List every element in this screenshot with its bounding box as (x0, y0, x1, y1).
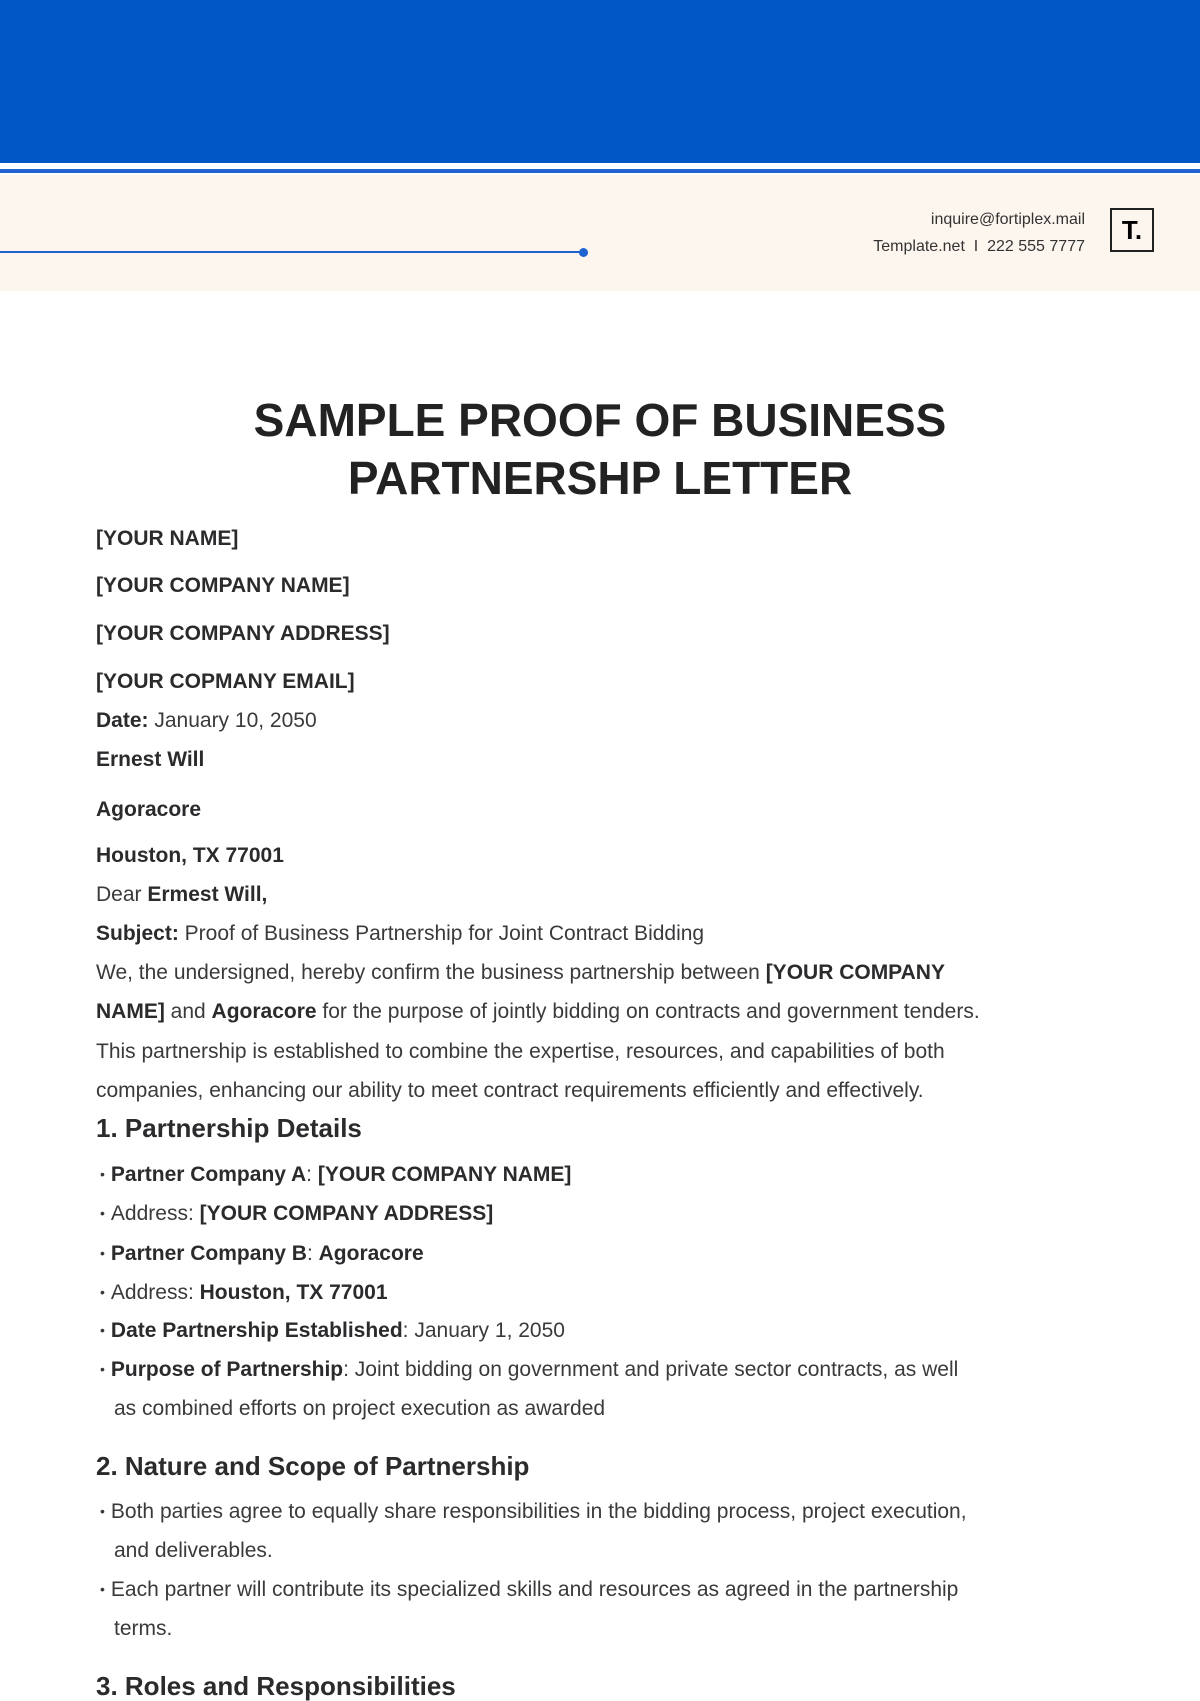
recipient-address: Houston, TX 77001 (96, 844, 284, 867)
list-item: • Partner Company B: Agoracore (100, 1241, 424, 1268)
template-logo: T. (1110, 208, 1154, 252)
intro-line-4: companies, enhancing our ability to meet contract requirements efficiently and effectively. (96, 1079, 924, 1102)
intro-line-1: We, the undersigned, hereby confirm the business partnership between [YOUR COMPANY (96, 961, 945, 984)
decorative-line (0, 251, 583, 253)
contact-email: inquire@fortiplex.mail (930, 211, 1085, 228)
date-line: Date: January 10, 2050 (96, 709, 317, 732)
header-band (0, 0, 1200, 163)
sender-email: [YOUR COPMANY EMAIL] (96, 670, 355, 693)
header-rule (0, 169, 1200, 173)
title-line-2: PARTNERSHP LETTER (347, 452, 853, 504)
sender-company: [YOUR COMPANY NAME] (96, 574, 350, 597)
list-item-continuation: terms. (114, 1617, 173, 1640)
list-item: • Address: Houston, TX 77001 (100, 1280, 388, 1307)
intro-line-3: This partnership is established to combine the expertise, resources, and capabilities of both (96, 1040, 945, 1063)
list-item: • Address: [YOUR COMPANY ADDRESS] (100, 1201, 493, 1228)
recipient-company: Agoracore (96, 798, 202, 821)
section-3-heading: 3. Roles and Responsibilities (96, 1671, 456, 1701)
list-item-continuation: as combined efforts on project execution as awarded (114, 1397, 606, 1420)
greeting: Dear Ermest Will, (96, 883, 268, 906)
section-1-heading: 1. Partnership Details (96, 1113, 362, 1143)
contact-band (0, 175, 1200, 291)
subject-line: Subject: Proof of Business Partnership for Joint Contract Bidding (96, 922, 705, 945)
list-item-continuation: and deliverables. (114, 1539, 273, 1562)
intro-line-2: NAME] and Agoracore for the purpose of jointly bidding on contracts and government tenders. (96, 1000, 980, 1023)
list-item: • Date Partnership Established: January 1, 2050 (100, 1318, 565, 1345)
recipient-name: Ernest Will (96, 748, 205, 771)
sender-address: [YOUR COMPANY ADDRESS] (96, 622, 390, 645)
list-item: • Both parties agree to equally share responsibilities in the bidding process, project execution, (100, 1499, 967, 1526)
decorative-dot (579, 248, 588, 257)
sender-name: [YOUR NAME] (96, 527, 239, 550)
list-item: • Each partner will contribute its specialized skills and resources as agreed in the partnership (100, 1577, 958, 1604)
list-item: • Partner Company A: [YOUR COMPANY NAME] (100, 1162, 571, 1189)
list-item: • Purpose of Partnership: Joint bidding on government and private sector contracts, as well (100, 1357, 958, 1384)
title-line-1: SAMPLE PROOF OF BUSINESS (253, 394, 947, 446)
contact-site-phone: Template.net I 222 555 7777 (873, 238, 1085, 255)
section-2-heading: 2. Nature and Scope of Partnership (96, 1451, 530, 1481)
